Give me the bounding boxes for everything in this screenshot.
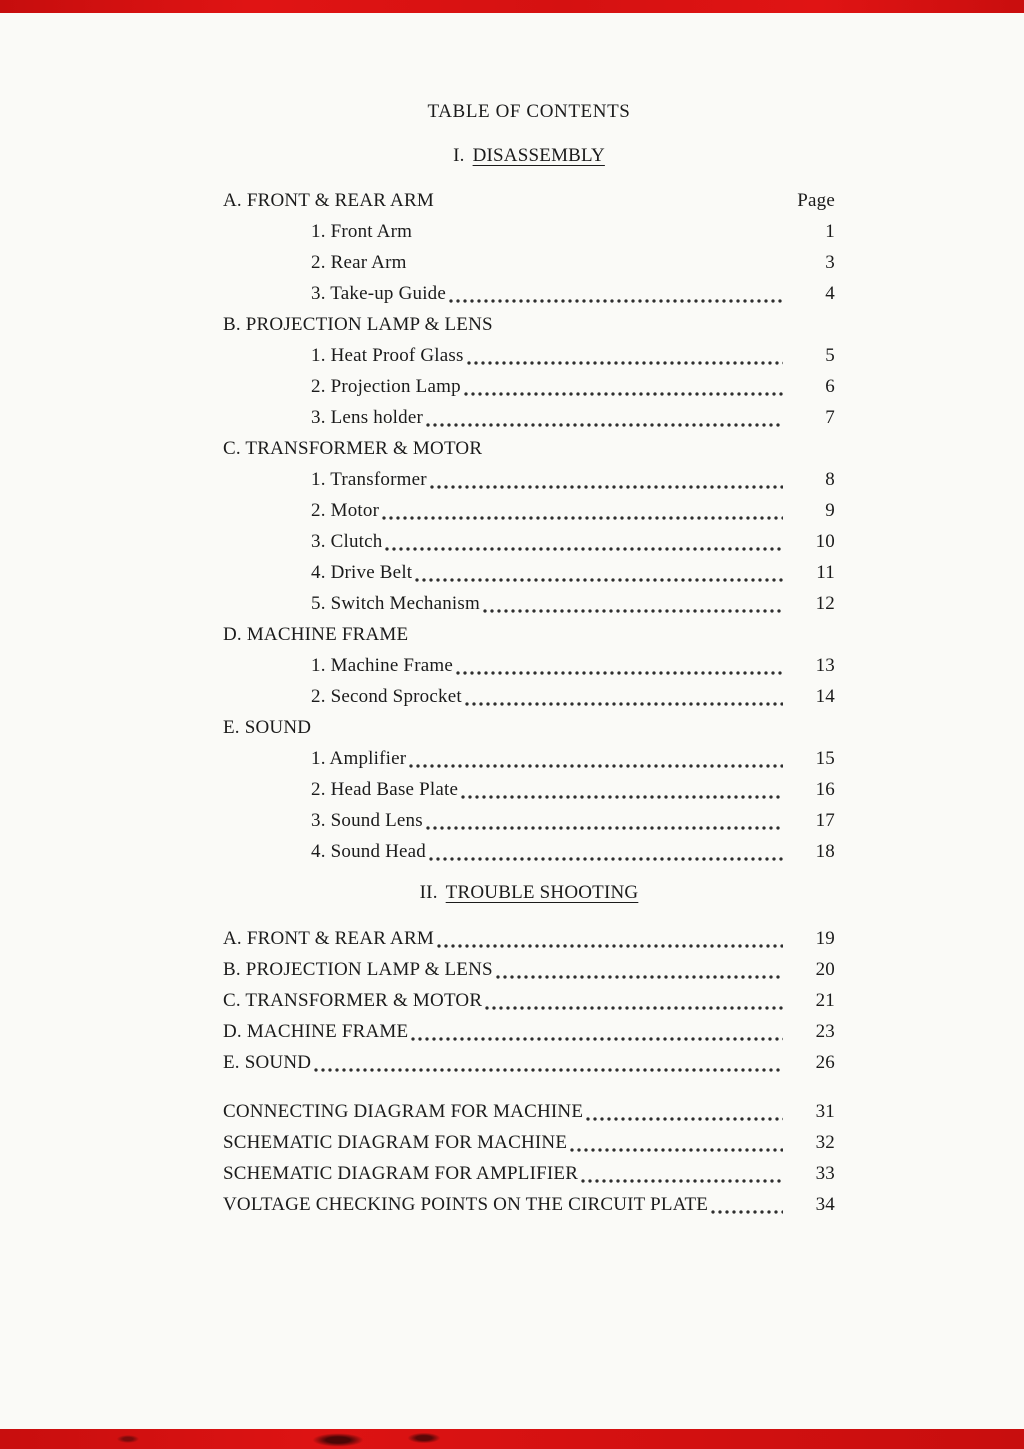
toc-item (223, 952, 835, 983)
toc-item-label: 1. Machine Frame (311, 655, 453, 676)
toc-item-page: 21 (815, 990, 835, 1011)
toc-item-page: 34 (815, 1194, 835, 1215)
toc-item (223, 462, 835, 493)
toc-item (223, 1187, 835, 1218)
toc-item-page: 1 (825, 221, 835, 242)
dot-leader (496, 969, 783, 979)
toc-item-label: 2. Second Sprocket (311, 686, 462, 707)
dot-leader (461, 789, 783, 799)
toc-item (223, 921, 835, 952)
toc-item-label: 1. Heat Proof Glass (311, 345, 464, 366)
toc-item (223, 400, 835, 431)
dot-leader (570, 1142, 783, 1152)
dot-leader (437, 938, 783, 948)
toc-item-label: 1. Amplifier (311, 748, 407, 769)
section-heading-label: A. FRONT & REAR ARM (223, 190, 434, 211)
part1-number: I. (453, 145, 465, 166)
toc-item (223, 524, 835, 555)
appendix-list (223, 1094, 835, 1218)
section-heading-c (223, 431, 835, 462)
toc-item-page: 16 (815, 779, 835, 800)
toc-item (223, 1156, 835, 1187)
section-heading-label: E. SOUND (223, 717, 312, 738)
dot-leader (449, 293, 783, 303)
toc-item-page: 23 (815, 1021, 835, 1042)
toc-item (223, 369, 835, 400)
part2-title: TROUBLE SHOOTING (445, 882, 639, 903)
section-heading-a (223, 183, 835, 214)
toc-item-page: 17 (815, 810, 835, 831)
toc-item-label: 5. Switch Mechanism (311, 593, 480, 614)
scan-bottom-edge-strip (0, 1429, 1024, 1449)
toc-item (223, 338, 835, 369)
toc-item (223, 834, 835, 865)
toc-item-page: 31 (815, 1101, 835, 1122)
dot-leader (409, 758, 783, 768)
toc-item (223, 555, 835, 586)
toc-item-page: 26 (815, 1052, 835, 1073)
part1-heading (223, 140, 835, 171)
dot-leader (385, 541, 783, 551)
toc-item-label: D. MACHINE FRAME (223, 1021, 409, 1042)
section-heading-label: C. TRANSFORMER & MOTOR (223, 438, 483, 459)
toc-item (223, 586, 835, 617)
toc-item-label: 3. Clutch (311, 531, 383, 552)
toc-page (223, 96, 835, 1218)
toc-item (223, 741, 835, 772)
dot-leader (456, 665, 783, 675)
toc-item-page: 8 (825, 469, 835, 490)
dot-leader (426, 417, 783, 427)
toc-item (223, 214, 835, 245)
toc-item (223, 1094, 835, 1125)
dot-leader (426, 820, 783, 830)
toc-item (223, 1125, 835, 1156)
toc-item-label: 3. Lens holder (311, 407, 424, 428)
toc-item-label: 2. Rear Arm (311, 252, 407, 273)
toc-item-label: 4. Drive Belt (311, 562, 413, 583)
scan-top-edge-strip (0, 0, 1024, 13)
dot-leader (415, 572, 783, 582)
toc-item-label: 2. Head Base Plate (311, 779, 459, 800)
part2-heading (223, 877, 835, 908)
toc-item-label: 3. Take-up Guide (311, 283, 447, 304)
toc-item-page: 4 (825, 283, 835, 304)
dot-leader (464, 386, 783, 396)
toc-item-label: A. FRONT & REAR ARM (223, 928, 434, 949)
toc-item (223, 276, 835, 307)
page-column-label: Page (797, 190, 835, 211)
toc-item-label: 1. Front Arm (311, 221, 413, 242)
dot-leader (430, 479, 783, 489)
toc-item (223, 1045, 835, 1076)
dot-leader (410, 262, 783, 272)
toc-item-label: CONNECTING DIAGRAM FOR MACHINE (223, 1101, 584, 1122)
section-heading-d (223, 617, 835, 648)
toc-item (223, 1014, 835, 1045)
dot-leader (411, 1031, 783, 1041)
part1-title: DISASSEMBLY (472, 145, 605, 166)
toc-item-page: 19 (815, 928, 835, 949)
toc-item (223, 648, 835, 679)
page-title: TABLE OF CONTENTS (427, 101, 631, 122)
section-heading-e (223, 710, 835, 741)
toc-item-page: 3 (825, 252, 835, 273)
toc-item (223, 679, 835, 710)
toc-item-page: 6 (825, 376, 835, 397)
toc-item-label: 3. Sound Lens (311, 810, 423, 831)
dot-leader (581, 1173, 783, 1183)
section-heading-label: B. PROJECTION LAMP & LENS (223, 314, 493, 335)
dot-leader (586, 1111, 783, 1121)
toc-item-page: 33 (815, 1163, 835, 1184)
toc-item-page: 13 (815, 655, 835, 676)
toc-item-label: B. PROJECTION LAMP & LENS (223, 959, 493, 980)
toc-item-page: 11 (816, 562, 835, 583)
dot-leader (483, 603, 783, 613)
toc-item-label: C. TRANSFORMER & MOTOR (223, 990, 483, 1011)
dot-leader (465, 696, 783, 706)
toc-item-label: SCHEMATIC DIAGRAM FOR AMPLIFIER (223, 1163, 579, 1184)
toc-item (223, 245, 835, 276)
toc-item-page: 7 (825, 407, 835, 428)
toc-item-page: 10 (815, 531, 835, 552)
dot-leader (467, 355, 783, 365)
toc-item-label: 1. Transformer (311, 469, 427, 490)
toc-item (223, 493, 835, 524)
section-heading-label: D. MACHINE FRAME (223, 624, 409, 645)
dot-leader (415, 231, 783, 241)
part2-number: II. (419, 882, 438, 903)
toc-item-label: 2. Projection Lamp (311, 376, 461, 397)
toc-item-page: 5 (825, 345, 835, 366)
dot-leader (429, 851, 783, 861)
toc-item-label: SCHEMATIC DIAGRAM FOR MACHINE (223, 1132, 568, 1153)
toc-item-page: 20 (815, 959, 835, 980)
dot-leader (382, 510, 783, 520)
toc-item (223, 803, 835, 834)
section-heading-b (223, 307, 835, 338)
toc-item-page: 18 (815, 841, 835, 862)
toc-item-page: 9 (825, 500, 835, 521)
dot-leader (711, 1204, 783, 1214)
toc-item-page: 12 (815, 593, 835, 614)
toc-item-label: E. SOUND (223, 1052, 312, 1073)
toc-item-label: 4. Sound Head (311, 841, 427, 862)
dot-leader (485, 1000, 783, 1010)
toc-item-page: 32 (815, 1132, 835, 1153)
toc-item (223, 772, 835, 803)
toc-item-page: 15 (815, 748, 835, 769)
toc-item (223, 983, 835, 1014)
toc-item-label: 2. Motor (311, 500, 380, 521)
toc-item-label: VOLTAGE CHECKING POINTS ON THE CIRCUIT PLATE (223, 1194, 709, 1215)
dot-leader (314, 1062, 783, 1072)
toc-item-page: 14 (815, 686, 835, 707)
